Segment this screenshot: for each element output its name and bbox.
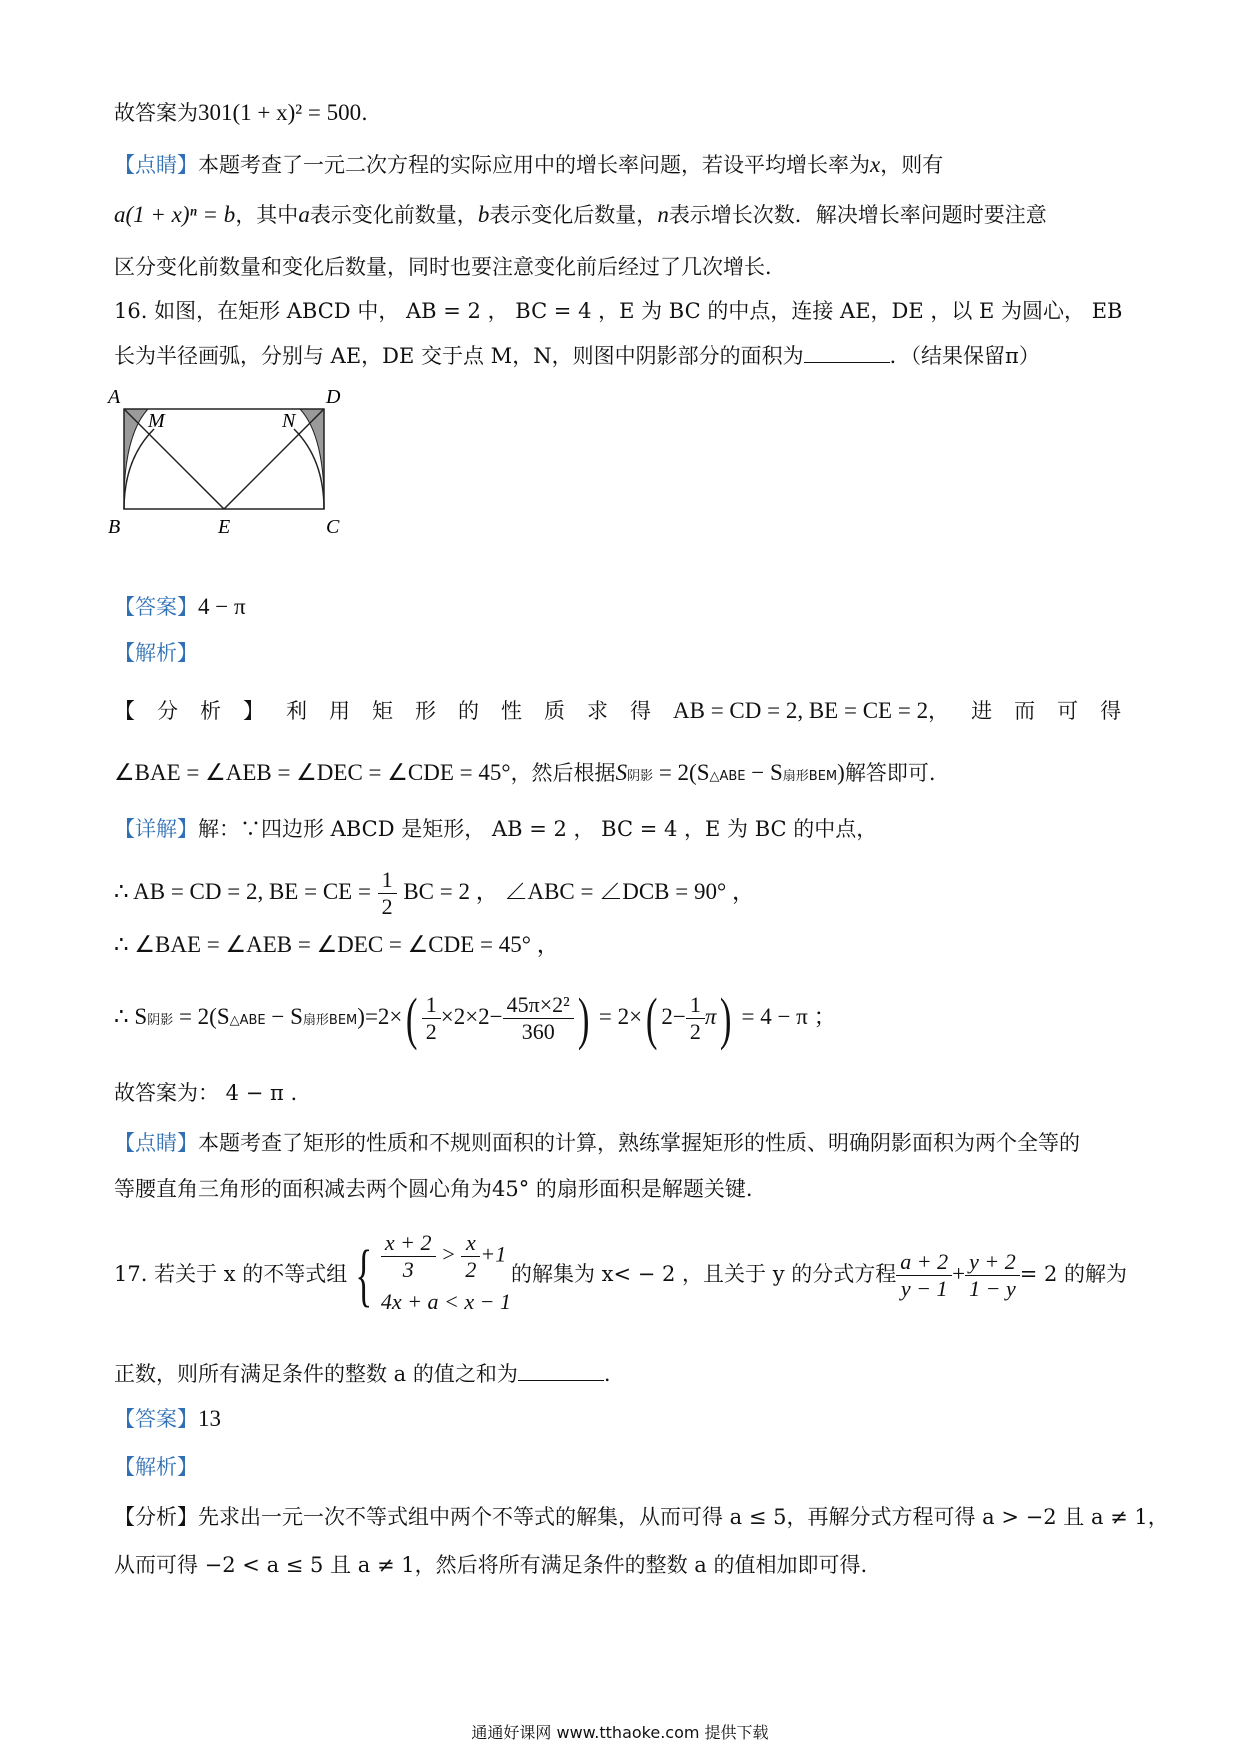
subscript: 阴影 [147, 1013, 174, 1028]
footer: 通通好课网 www.tthaoke.com 提供下载 [471, 1723, 769, 1742]
label-a: A [108, 386, 121, 408]
formula: +1 [480, 1241, 507, 1267]
question-text: 的解集为 x< − 2 ，且关于 y 的分式方程 [510, 1262, 897, 1286]
question-text: ．（结果保留π） [889, 344, 1040, 368]
formula: ∴ S [114, 1004, 148, 1029]
segment-de [224, 409, 324, 509]
denominator: 1 − y [969, 1276, 1016, 1301]
inequality-system [381, 1230, 511, 1321]
label-d: D [326, 386, 341, 408]
text: ，则有 [880, 153, 944, 177]
question-16-line2 [114, 340, 1040, 371]
formula: ∴ ∠BAE = ∠AEB = ∠DEC = ∠CDE = 45° ， [114, 932, 560, 957]
text: 表示增长次数．解决增长率问题时要注意 [668, 203, 1047, 227]
question-text: 长为半径画弧，分别与 AE，DE 交于点 M，N，则图中阴影部分的面积为 [114, 344, 804, 368]
question-text: . [603, 1362, 611, 1386]
fraction-half [378, 867, 397, 920]
label-b: B [108, 516, 121, 538]
denominator: 2 [689, 1019, 701, 1044]
formula: )=2× [357, 1004, 403, 1029]
numerator: 45π×2² [503, 992, 574, 1019]
question-text: 正数，则所有满足条件的整数 a 的值之和为 [114, 1362, 518, 1386]
operator: + [952, 1261, 966, 1286]
inequality-2: 4x + a < x − 1 [380, 1289, 511, 1314]
left-paren: ( [406, 985, 418, 1051]
text: 本题考查了矩形的性质和不规则面积的计算，熟练掌握矩形的性质、明确阴影面积为两个全等的 [198, 1131, 1080, 1155]
left-paren-2: ( [645, 985, 658, 1051]
text: ，然后根据 [510, 761, 616, 785]
fenxi-16-line1 [114, 696, 1144, 726]
subscript: △ABE [229, 1013, 266, 1028]
label-m: M [148, 410, 165, 432]
answer-blank [518, 1358, 604, 1381]
denominator: 2 [425, 1019, 437, 1044]
fenxi-17-line1 [114, 1502, 1169, 1532]
denominator: 2 [465, 1257, 477, 1282]
inequality-1 [381, 1230, 511, 1283]
answer-17 [114, 1404, 221, 1434]
fraction-3 [686, 992, 705, 1045]
pi: π [704, 1004, 717, 1029]
dianjing-tag: 【点睛】 [114, 1131, 198, 1155]
text: ，进而可得 [928, 699, 1144, 723]
answer-line-15 [114, 98, 368, 128]
fenxi-tag: 【分析】 [114, 699, 286, 723]
eq-frac-1 [896, 1249, 952, 1302]
fenxi-tag: 【分析】 [114, 1505, 198, 1529]
numerator: x [461, 1230, 480, 1257]
fenxi-17-line2 [114, 1550, 867, 1580]
variable: n [657, 202, 669, 227]
formula: = 4 − π ； [735, 1004, 837, 1029]
analysis-16 [114, 638, 198, 668]
formula: − S [265, 1004, 303, 1029]
formula: ∴ AB = CD = 2, BE = CE = [114, 879, 371, 904]
ineq-frac-1 [381, 1230, 436, 1283]
formula: = 2(S [173, 1004, 230, 1029]
formula: ×2×2− [440, 1004, 503, 1029]
answer-16 [114, 592, 246, 622]
comment-line-15b [114, 200, 1047, 230]
text: 解答即可. [844, 761, 936, 785]
answer-tag: 【答案】 [114, 1407, 198, 1431]
symbol: S [615, 760, 628, 785]
text: 先求出一元一次不等式组中两个不等式的解集，从而可得 a ≤ 5，再解分式方程可得 a > −2 且 a ≠ 1， [198, 1505, 1169, 1529]
formula: = 2× [593, 1004, 643, 1029]
numerator: x + 2 [381, 1230, 436, 1257]
label-n: N [282, 410, 296, 432]
comment-line-15c [114, 252, 786, 282]
question-16-line1 [114, 296, 1123, 326]
text: 本题考查了一元二次方程的实际应用中的增长率问题，若设平均增长率为 [198, 153, 870, 177]
formula: 301(1 + x)² = 500 [198, 100, 362, 125]
text: 从而可得 −2 < a ≤ 5 且 a ≠ 1，然后将所有满足条件的整数 a 的值相加即可得. [114, 1553, 868, 1577]
dianjing-16-line2 [114, 1174, 753, 1204]
numerator: 1 [686, 992, 705, 1019]
denominator: 2 [381, 894, 393, 919]
numerator: 1 [378, 867, 397, 894]
analysis-17 [114, 1452, 198, 1482]
fraction-2 [503, 992, 574, 1045]
text: 区分变化前数量和变化后数量，同时也要注意变化前后经过了几次增长． [114, 255, 786, 279]
text: 表示变化前数量， [309, 203, 478, 227]
formula: − S [745, 760, 783, 785]
operator: > [441, 1241, 456, 1267]
xiangjie-16-line2 [114, 862, 755, 922]
answer-value: 4 − π [198, 594, 246, 619]
question-17-line1 [114, 1226, 1127, 1322]
eq-frac-2 [965, 1249, 1020, 1302]
rectangle-figure [110, 383, 350, 578]
xiangjie-tag: 【详解】 [114, 817, 198, 841]
formula: AB = CD = 2, BE = CE = 2 [673, 698, 929, 723]
formula: ∠BAE = ∠AEB = ∠DEC = ∠CDE = 45° [114, 760, 511, 785]
text: 故答案为： 4 − π . [114, 1081, 298, 1105]
denominator: 360 [521, 1019, 555, 1044]
question-text: = 2 的解为 [1019, 1262, 1128, 1286]
subscript: 扇形BEM [782, 769, 838, 784]
dianjing-16-line1 [114, 1128, 1080, 1158]
system-brace: { [355, 1236, 373, 1314]
formula: BC = 2 ， ∠ABC = ∠DCB = 90° ， [403, 879, 755, 904]
label-c: C [326, 516, 340, 538]
xiangjie-16-line3 [114, 930, 560, 960]
subscript: 阴影 [627, 769, 654, 784]
formula: = 2(S [653, 760, 710, 785]
text: 表示变化后数量， [489, 203, 658, 227]
formula: ) [837, 760, 845, 785]
analysis-tag: 【解析】 [114, 641, 198, 665]
answer-blank [804, 340, 890, 363]
numerator: a + 2 [896, 1249, 952, 1276]
ineq-frac-2 [461, 1230, 480, 1283]
subscript: △ABE [709, 769, 746, 784]
analysis-tag: 【解析】 [114, 1455, 198, 1479]
denominator: 3 [402, 1257, 414, 1282]
subscript: 扇形BEM [302, 1013, 358, 1028]
xiangjie-16-line4 [114, 982, 837, 1056]
text: 利用矩形的性质求得 [286, 699, 673, 723]
denominator: y − 1 [900, 1276, 948, 1301]
xiangjie-16-line1 [114, 814, 877, 844]
formula: a(1 + x)ⁿ = b [114, 202, 236, 227]
right-paren-2: ) [720, 985, 732, 1051]
text: ，其中 [235, 203, 299, 227]
right-paren: ) [577, 985, 590, 1051]
text: 解：∵四边形 ABCD 是矩形， AB = 2 ， BC = 4 ，E 为 BC 的中点， [198, 817, 878, 841]
text: 等腰直角三角形的面积减去两个圆心角为45° 的扇形面积是解题关键. [114, 1177, 753, 1201]
variable: a [298, 202, 310, 227]
numerator: 1 [422, 992, 441, 1019]
answer-value: 13 [198, 1406, 221, 1431]
label-e: E [218, 516, 231, 538]
question-17-line2 [114, 1358, 611, 1389]
variable: b [477, 202, 490, 227]
question-text: 17. 若关于 x 的不等式组 [114, 1262, 348, 1286]
fraction-1 [422, 992, 441, 1045]
text: 故答案为 [114, 101, 198, 125]
question-text: 16. 如图，在矩形 ABCD 中， AB = 2 ， BC = 4 ，E 为 BC 的中点，连接 AE，DE ，以 E 为圆心， EB [114, 299, 1123, 323]
punct: . [361, 101, 368, 125]
comment-line-15 [114, 150, 943, 180]
variable: x [870, 152, 881, 177]
answer-tag: 【答案】 [114, 595, 198, 619]
numerator: y + 2 [965, 1249, 1020, 1276]
conclusion-16 [114, 1078, 297, 1108]
fenxi-16-line2 [114, 758, 936, 792]
segment-ae [124, 409, 224, 509]
formula: 2− [661, 1004, 686, 1029]
comment-tag: 【点睛】 [114, 153, 198, 177]
